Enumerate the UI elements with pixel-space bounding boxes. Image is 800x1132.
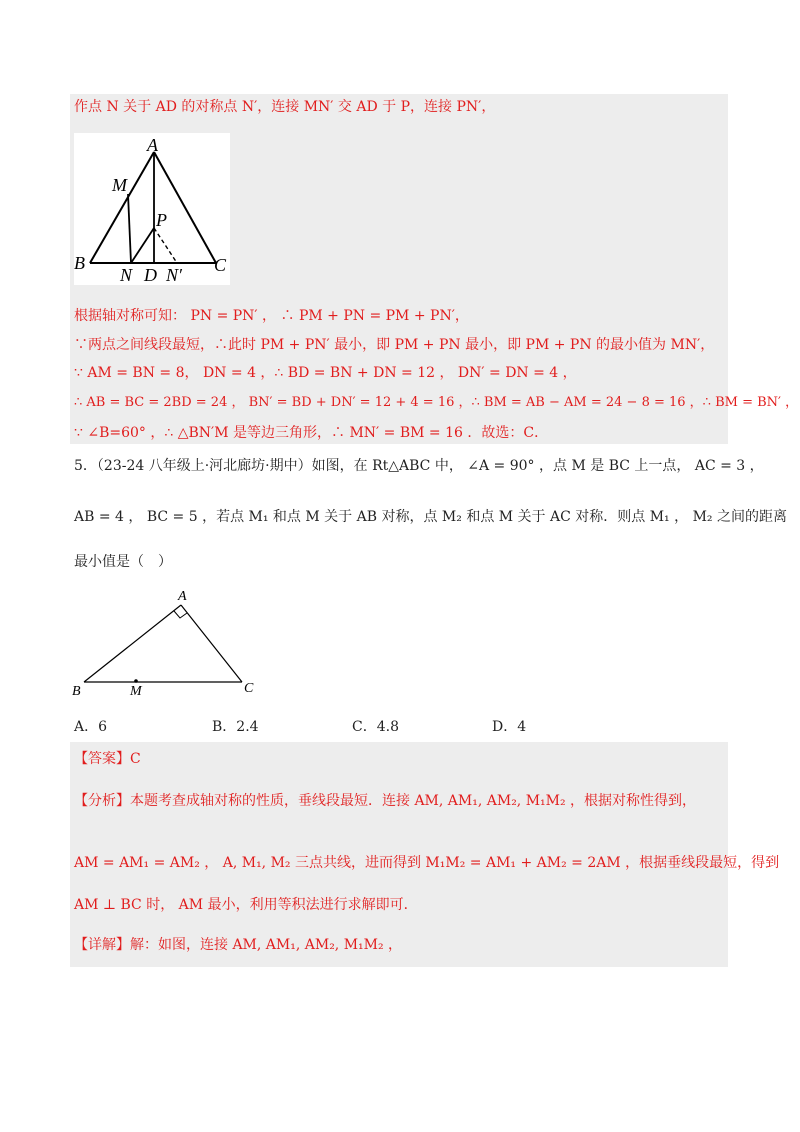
answer-value: C [130, 751, 141, 767]
label-N-prime: N′ [166, 265, 182, 285]
triangle-figure-svg [74, 133, 230, 285]
solution-line-6: ∵ ∠B=60° ，∴ △BN′M 是等边三角形，∴ MN′ = BM = 16 ．故选：C． [74, 425, 549, 441]
label-B: B [74, 253, 85, 273]
label-C: C [214, 255, 227, 275]
solution-line-2: 根据轴对称可知： PN = PN′ ， ∴ PM + PN = PM + PN′， [74, 308, 469, 324]
solution-line-4: ∵ AM = BN = 8， DN = 4 ，∴ BD = BN + DN = 12 ， DN′ = DN = 4 ， [74, 365, 577, 381]
question-5-line-1: 5．（23-24 八年级上·河北廊坊·期中）如图，在 Rt△ABC 中， ∠A = 90° ，点 M 是 BC 上一点， AC = 3 ， [74, 458, 764, 474]
option-d[interactable]: D．4 [492, 719, 527, 735]
detail-line: 【详解】解：如图，连接 AM, AM₁, AM₂, M₁M₂ ， [74, 937, 403, 953]
analysis-line-2: AM = AM₁ = AM₂ ， A, M₁, M₂ 三点共线，进而得到 M₁M₂ = AM₁ + AM₂ = 2AM ，根据垂线段最短，得到 [74, 855, 780, 871]
solution-line-3: ∵两点之间线段最短，∴此时 PM + PN′ 最小，即 PM + PN 最小，即 PM + PN 的最小值为 MN′， [74, 337, 715, 353]
label-D: D [144, 265, 157, 285]
figure-triangle-abc-equilateral [74, 133, 230, 285]
option-c[interactable]: C．4.8 [352, 719, 399, 735]
label-A: A [178, 589, 187, 604]
label-M: M [112, 175, 127, 195]
answer-line [74, 750, 141, 768]
label-C: C [244, 681, 254, 696]
question-5-line-3: 最小值是（ ） [74, 554, 172, 570]
analysis-line-3: AM ⊥ BC 时， AM 最小，利用等积法进行求解即可． [74, 897, 418, 913]
figure-right-triangle-abc [66, 585, 266, 700]
label-N: N [120, 265, 133, 285]
option-a[interactable]: A．6 [74, 719, 108, 735]
right-triangle-svg [66, 585, 266, 700]
answer-tag: 【答案】 [74, 751, 130, 767]
label-A: A [147, 135, 158, 155]
label-M: M [130, 684, 142, 699]
label-B: B [72, 684, 81, 699]
label-P: P [156, 210, 167, 230]
analysis-line-1: 【分析】本题考查成轴对称的性质，垂线段最短．连接 AM, AM₁, AM₂, M₁M₂ ，根据对称性得到， [74, 793, 697, 809]
solution-line-1: 作点 N 关于 AD 的对称点 N′，连接 MN′ 交 AD 于 P，连接 PN′， [74, 99, 496, 115]
solution-line-5: ∴ AB = BC = 2BD = 24 ， BN′ = BD + DN′ = 12 + 4 = 16 ，∴ BM = AB − AM = 24 − 8 = 16 ，∴ BM = BN′ ， [74, 395, 799, 410]
option-b[interactable]: B．2.4 [212, 719, 259, 735]
question-5-line-2: AB = 4 ， BC = 5 ，若点 M₁ 和点 M 关于 AB 对称，点 M₂ 和点 M 关于 AC 对称．则点 M₁ ， M₂ 之间的距离 [74, 509, 787, 525]
